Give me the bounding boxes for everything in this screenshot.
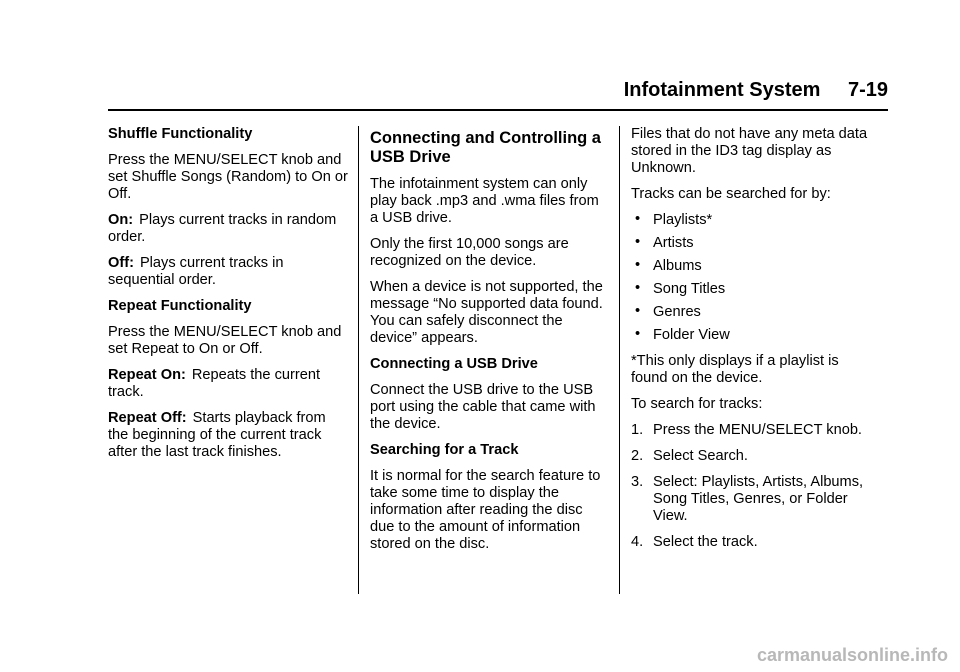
list-item-label: Song Titles [653,281,726,297]
shuffle-heading: Shuffle Functionality [108,126,253,142]
bullet-icon: • [635,234,641,250]
page-number: 7-19 [847,79,888,101]
list-item-label: Playlists* [653,212,713,228]
watermark: carmanualsonline.info [756,645,948,665]
column-left [108,126,348,470]
bullet-icon: • [635,211,641,227]
list-item [631,258,877,275]
usb-intro: The infotainment system can only play back .mp3 and .wma files from a USB drive. [370,176,599,226]
playlist-footnote: *This only displays if a playlist is found on the device. [631,353,839,386]
off-text: Plays current tracks in sequential order. [108,255,284,288]
repeat-heading: Repeat Functionality [108,298,252,314]
repeat-on-term: Repeat On: [108,367,186,383]
usb-section-heading: Connecting and Controlling a USB Drive [370,129,601,166]
list-item-label: Folder View [653,327,730,343]
usb-unsupported: When a device is not supported, the message “No supported data found. You can safely disconnect the device” appears. [370,279,603,346]
bullet-icon: • [635,257,641,273]
search-steps-list [631,422,877,551]
repeat-on-item [108,367,348,401]
list-item-label: Albums [653,258,702,274]
shuffle-text: Press the MENU/SELECT knob and set Shuffle Songs (Random) to On or Off. [108,152,348,202]
step-item [631,534,877,551]
connect-heading: Connecting a USB Drive [370,356,538,372]
search-categories-list [631,212,877,344]
usb-song-limit: Only the first 10,000 songs are recognized on the device. [370,236,569,269]
step-number: 3. [631,474,644,490]
repeat-text: Press the MENU/SELECT knob and set Repeat to On or Off. [108,324,342,357]
page-header [624,79,888,102]
repeat-off-term: Repeat Off: [108,410,187,426]
search-text: It is normal for the search feature to take some time to display the information after reading the disc due to the amount of information stored on the disc. [370,468,601,552]
header-rule [108,109,888,111]
list-item [631,281,877,298]
repeat-off-item [108,410,348,461]
meta-text: Files that do not have any meta data stored in the ID3 tag display as Unknown. [631,126,868,176]
list-item [631,327,877,344]
list-item [631,304,877,321]
step-text: Select: Playlists, Artists, Albums, Song Titles, Genres, or Folder View. [653,474,864,524]
step-text: Press the MENU/SELECT knob. [653,422,862,438]
column-divider [619,126,620,594]
repeat-on-text: Repeats the current track. [108,367,321,400]
column-middle [370,126,608,562]
bullet-icon: • [635,303,641,319]
section-title: Infotainment System [623,79,821,101]
off-term: Off: [108,255,134,271]
step-text: Select Search. [653,448,748,464]
search-by-text: Tracks can be searched for by: [631,186,831,202]
column-right [631,126,877,560]
bullet-icon: • [635,326,641,342]
step-number: 4. [631,534,644,550]
step-text: Select the track. [653,534,758,550]
step-item [631,448,877,465]
list-item [631,235,877,252]
step-number: 2. [631,448,644,464]
step-number: 1. [631,422,644,438]
on-text: Plays current tracks in random order. [108,212,337,245]
shuffle-on-item [108,212,348,246]
search-heading: Searching for a Track [370,442,519,458]
list-item [631,212,877,229]
shuffle-off-item [108,255,348,289]
repeat-off-text: Starts playback from the beginning of the current track after the last track finishes. [108,410,326,460]
list-item-label: Artists [653,235,694,251]
connect-text: Connect the USB drive to the USB port using the cable that came with the device. [370,382,596,432]
step-item [631,422,877,439]
column-divider [358,126,359,594]
on-term: On: [108,212,134,228]
step-item [631,474,877,525]
to-search-text: To search for tracks: [631,396,763,412]
list-item-label: Genres [653,304,701,320]
bullet-icon: • [635,280,641,296]
